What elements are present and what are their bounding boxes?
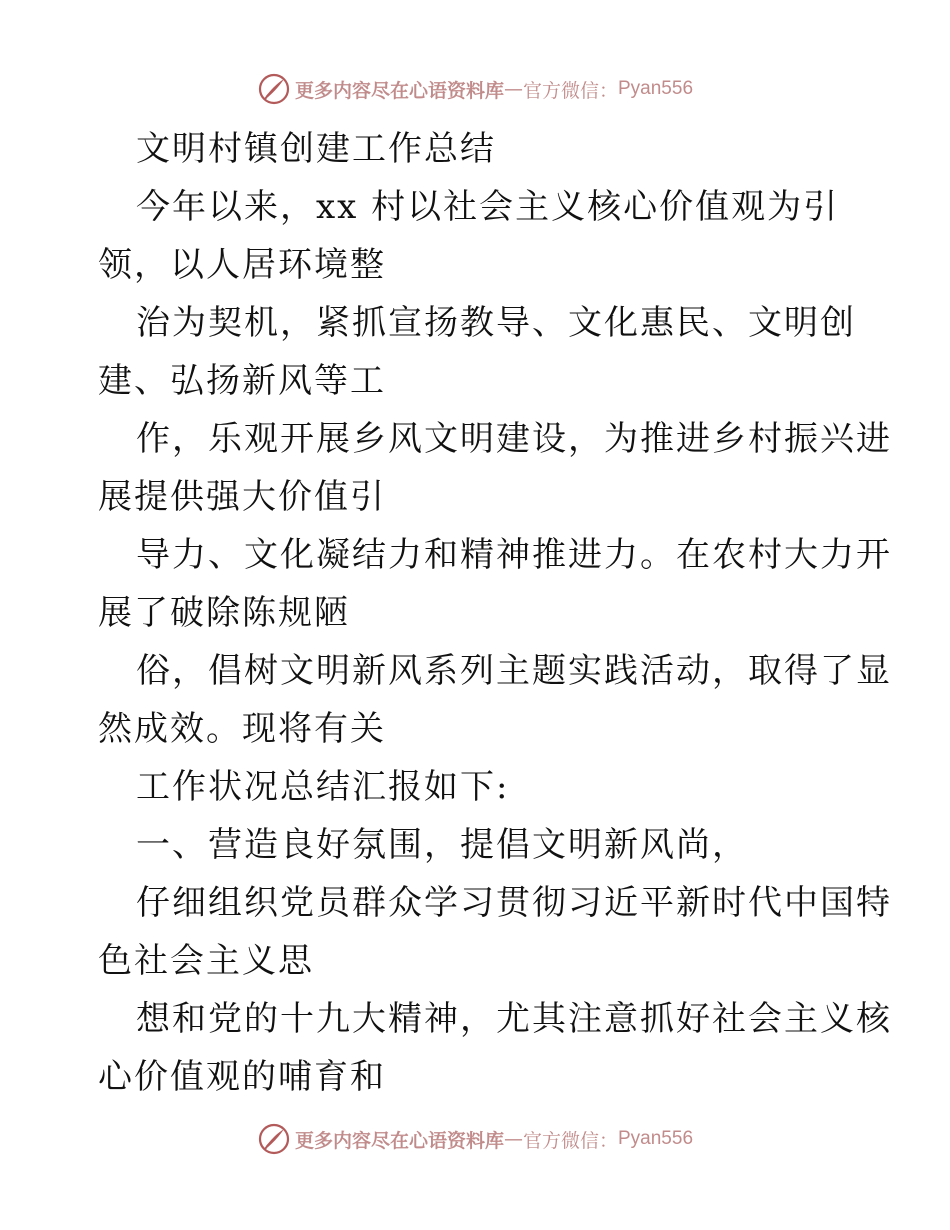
paragraph-line: 建、弘扬新风等工: [98, 361, 386, 401]
paragraph-line: 展了破除陈规陋: [98, 593, 350, 633]
watermark-footer: [0, 1122, 950, 1156]
paragraph-line: 展提供强大价值引: [98, 477, 386, 517]
document-body: [98, 120, 892, 1106]
quill-logo-icon: [257, 1122, 291, 1156]
paragraph-line: 导力、文化凝结力和精神推进力。在农村大力开: [136, 535, 892, 575]
watermark-main-text: 更多内容尽在心语资料库: [294, 1129, 504, 1152]
paragraph-line: 俗，倡树文明新风系列主题实践活动，取得了显: [136, 651, 892, 691]
paragraph-line: 今年以来，xx 村以社会主义核心价值观为引: [136, 187, 840, 227]
watermark-wechat-label: 官方微信：: [522, 79, 618, 102]
paragraph-line: 工作状况总结汇报如下:: [136, 767, 510, 807]
watermark-main-text: 更多内容尽在心语资料库: [294, 79, 504, 102]
paragraph-line: 文明村镇创建工作总结: [136, 129, 496, 169]
watermark-header: [0, 72, 950, 106]
watermark-wechat-id: Pyan556: [618, 1128, 694, 1149]
watermark-dash: —: [503, 1128, 523, 1150]
paragraph-line: 想和党的十九大精神，尤其注意抓好社会主义核: [136, 999, 892, 1039]
paragraph-line: 仔细组织党员群众学习贯彻习近平新时代中国特: [136, 883, 892, 923]
watermark-dash: —: [503, 78, 523, 100]
watermark-wechat-label: 官方微信：: [522, 1129, 618, 1152]
paragraph-line: 作，乐观开展乡风文明建设，为推进乡村振兴进: [136, 419, 892, 459]
paragraph-line: 心价值观的哺育和: [98, 1057, 386, 1097]
paragraph-line: 一、营造良好氛围，提倡文明新风尚，: [136, 825, 748, 865]
quill-logo-icon: [257, 72, 291, 106]
watermark-wechat-id: Pyan556: [618, 78, 694, 99]
paragraph-line: 治为契机，紧抓宣扬教导、文化惠民、文明创: [136, 303, 856, 343]
paragraph-line: 然成效。现将有关: [98, 709, 386, 749]
paragraph-line: 色社会主义思: [98, 941, 314, 981]
paragraph-line: 领，以人居环境整: [98, 245, 386, 285]
